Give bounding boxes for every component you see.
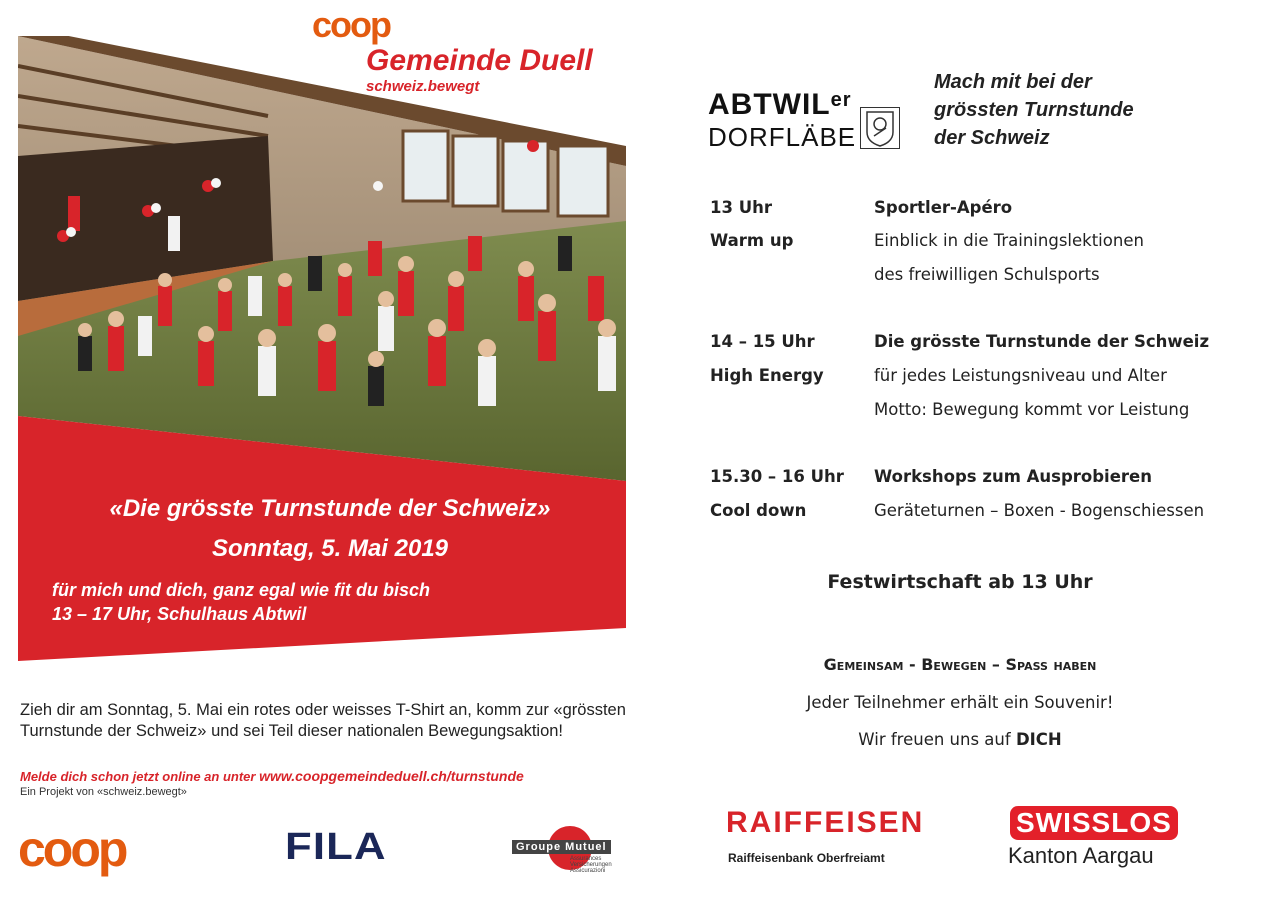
gemeinde-duell-title: Gemeinde Duell: [366, 44, 593, 77]
signup-url-link[interactable]: www.coopgemeindeduell.ch/turnstunde: [259, 768, 524, 784]
coop-logo-bottom: coop: [18, 821, 126, 877]
schedule-desc-3a: Geräteturnen – Boxen - Bogenschiessen: [874, 501, 1205, 520]
signup-line: [20, 768, 524, 784]
raiffeisen-sub: Raiffeisenbank Oberfreiamt: [728, 851, 885, 865]
abtwiler-logo-line1: $ABTWIL^{er}$: [708, 88, 852, 121]
banner-line-2: 13 – 17 Uhr, Schulhaus Abtwil: [52, 604, 307, 624]
groupe-mutuel-sub: Assurances Versicherungen Assicurazioni: [570, 856, 612, 874]
schedule-desc-2b: Motto: Bewegung kommt vor Leistung: [874, 400, 1190, 419]
schedule-time-2: 14 – 15 Uhr: [710, 332, 815, 351]
swisslos-sub: Kanton Aargau: [1008, 843, 1154, 868]
slogan-line-3: der Schweiz: [934, 127, 1050, 149]
groupe-mutuel-logo: Groupe Mutuel: [512, 840, 611, 854]
gym-photo: [18, 36, 626, 661]
slogan: [934, 68, 1134, 152]
schedule-time-1: 13 Uhr: [710, 198, 772, 217]
schedule-desc-1a: Einblick in die Trainingslektionen: [874, 231, 1144, 250]
signup-prefix: Melde dich schon jetzt online an unter: [20, 769, 260, 784]
festwirtschaft: Festwirtschaft ab 13 Uhr: [827, 571, 1093, 593]
motto: Gemeinsam - Bewegen – Spass haben: [823, 655, 1097, 674]
freuen-bold: DICH: [1015, 730, 1062, 749]
schedule-desc-1b: des freiwilligen Schulsports: [874, 265, 1100, 284]
schedule-desc-2a: für jedes Leistungsniveau und Alter: [874, 366, 1167, 385]
schedule-label-2: High Energy: [710, 366, 824, 385]
gemeinde-duell-subtitle: schweiz.bewegt: [366, 78, 480, 95]
fila-logo: FILA: [285, 826, 387, 868]
slogan-line-2: grössten Turnstunde: [934, 99, 1134, 121]
schedule-title-3: Workshops zum Ausprobieren: [874, 467, 1152, 486]
intro-text: Zieh dir am Sonntag, 5. Mai ein rotes oder weisses T-Shirt an, komm zur «grössten Turnstunde der Schweiz» und sei Teil dieser nationalen Bewegungsaktion!: [20, 701, 626, 740]
souvenir-text: Jeder Teilnehmer erhält ein Souvenir!: [806, 693, 1114, 712]
banner-date: Sonntag, 5. Mai 2019: [211, 535, 449, 562]
schedule-label-1: Warm up: [710, 231, 794, 250]
schedule-label-3: Cool down: [710, 501, 807, 520]
abtwiler-logo-line2: DORFLÄBE: [708, 122, 857, 152]
banner-line-1: für mich und dich, ganz egal wie fit du bisch: [52, 580, 431, 600]
schedule-title-1: Sportler-Apéro: [874, 198, 1013, 217]
project-note: Ein Projekt von «schweiz.bewegt»: [20, 786, 187, 798]
banner-title: «Die grösste Turnstunde der Schweiz»: [109, 495, 551, 522]
crest-icon: [860, 107, 900, 149]
schedule-title-2: Die grösste Turnstunde der Schweiz: [874, 332, 1210, 351]
swisslos-logo: SWISSLOS: [1010, 806, 1178, 840]
raiffeisen-logo: RAIFFEISEN: [726, 806, 925, 839]
freuen-text: [640, 730, 1280, 749]
coop-logo-top: coop: [312, 4, 390, 45]
slogan-line-1: Mach mit bei der: [934, 71, 1092, 93]
freuen-prefix: Wir freuen uns auf: [858, 730, 1016, 749]
schedule-time-3: 15.30 – 16 Uhr: [710, 467, 844, 486]
